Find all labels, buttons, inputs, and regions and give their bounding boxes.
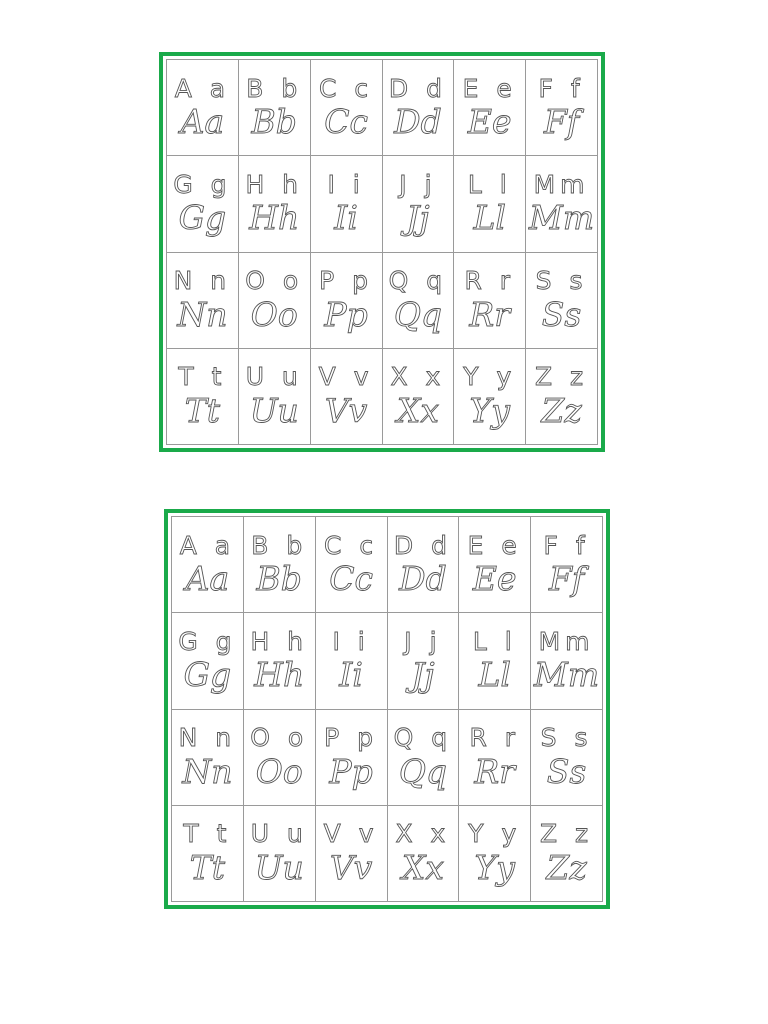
cursive-letters: Ee: [467, 102, 512, 142]
letter-cell: [172, 710, 244, 806]
cursive-letters: Jj: [411, 655, 435, 695]
print-letters: D d: [388, 73, 447, 103]
cursive-letters: Vv: [329, 847, 373, 887]
alphabet-card-bottom: [164, 509, 610, 909]
print-letters: J j: [404, 626, 442, 656]
cursive-letters: Cc: [329, 559, 373, 599]
cursive-letters: Gg: [183, 655, 232, 695]
letter-cell: [244, 613, 316, 709]
letter-cell: [167, 60, 239, 156]
print-letters: P p: [324, 723, 379, 753]
alphabet-grid: [171, 516, 603, 902]
print-letters: Q q: [388, 266, 448, 296]
cursive-letters: Yy: [474, 847, 515, 887]
letter-cell: [316, 517, 388, 613]
print-letters: O o: [250, 723, 309, 753]
print-letters: Z z: [534, 362, 589, 392]
print-letters: Mm: [533, 169, 590, 199]
letter-cell: [454, 349, 526, 445]
letter-cell: [244, 806, 316, 902]
cursive-letters: Tt: [184, 390, 221, 430]
cursive-letters: Ff: [544, 102, 580, 142]
letter-cell: [167, 156, 239, 252]
print-letters: N n: [178, 723, 237, 753]
letter-cell: [311, 253, 383, 349]
letter-cell: [526, 349, 598, 445]
letter-cell: [454, 60, 526, 156]
print-letters: E e: [462, 73, 517, 103]
print-letters: I i: [332, 626, 370, 656]
cursive-letters: Oo: [255, 751, 303, 791]
letter-cell: [531, 613, 603, 709]
cursive-letters: Pp: [324, 294, 368, 334]
letter-cell: [459, 710, 531, 806]
print-letters: H h: [250, 626, 309, 656]
cursive-letters: Ff: [549, 559, 585, 599]
cursive-letters: Ss: [546, 751, 587, 791]
letter-cell: [316, 710, 388, 806]
cursive-letters: Ll: [478, 655, 511, 695]
cursive-letters: Pp: [329, 751, 373, 791]
letter-cell: [459, 806, 531, 902]
letter-cell: [244, 710, 316, 806]
letter-cell: [239, 156, 311, 252]
letter-cell: [459, 613, 531, 709]
print-letters: S s: [535, 266, 588, 296]
print-letters: X x: [390, 362, 446, 392]
cursive-letters: Dd: [399, 559, 447, 599]
letter-cell: [383, 60, 455, 156]
letter-cell: [531, 710, 603, 806]
print-letters: U u: [245, 362, 303, 392]
print-letters: F f: [543, 530, 590, 560]
print-letters: F f: [538, 73, 585, 103]
cursive-letters: Mm: [529, 198, 595, 238]
print-letters: H h: [245, 169, 304, 199]
letter-cell: [311, 349, 383, 445]
cursive-letters: Dd: [394, 102, 442, 142]
cursive-letters: Xx: [401, 847, 444, 887]
alphabet-card-top: [159, 52, 605, 452]
print-letters: Y y: [463, 362, 517, 392]
print-letters: S s: [540, 723, 593, 753]
print-letters: B b: [246, 73, 303, 103]
letter-cell: [172, 806, 244, 902]
cursive-letters: Zz: [546, 847, 587, 887]
print-letters: Y y: [468, 819, 522, 849]
cursive-letters: Zz: [541, 390, 582, 430]
letter-cell: [459, 517, 531, 613]
letter-cell: [454, 253, 526, 349]
alphabet-grid: [166, 59, 598, 445]
print-letters: A a: [174, 73, 231, 103]
cursive-letters: Rr: [474, 751, 516, 791]
cursive-letters: Ss: [541, 294, 582, 334]
cursive-letters: Vv: [324, 390, 368, 430]
cursive-letters: Nn: [182, 751, 233, 791]
letter-cell: [383, 349, 455, 445]
cursive-letters: Bb: [256, 559, 302, 599]
cursive-letters: Rr: [469, 294, 511, 334]
letter-cell: [388, 613, 460, 709]
cursive-letters: Aa: [180, 102, 225, 142]
cursive-letters: Tt: [189, 847, 226, 887]
print-letters: C c: [319, 73, 374, 103]
cursive-letters: Xx: [396, 390, 439, 430]
cursive-letters: Ii: [339, 655, 363, 695]
print-letters: T t: [183, 819, 232, 849]
print-letters: Mm: [538, 626, 595, 656]
print-letters: L l: [472, 626, 517, 656]
letter-cell: [531, 806, 603, 902]
cursive-letters: Uu: [254, 847, 304, 887]
cursive-letters: Ll: [473, 198, 506, 238]
print-letters: A a: [179, 530, 236, 560]
cursive-letters: Qq: [398, 751, 447, 791]
cursive-letters: Hh: [249, 198, 300, 238]
print-letters: B b: [251, 530, 308, 560]
print-letters: Q q: [393, 723, 453, 753]
cursive-letters: Oo: [250, 294, 298, 334]
print-letters: O o: [245, 266, 304, 296]
letter-cell: [316, 613, 388, 709]
cursive-letters: Cc: [324, 102, 368, 142]
print-letters: R r: [464, 266, 516, 296]
cursive-letters: Hh: [254, 655, 305, 695]
letter-cell: [167, 349, 239, 445]
letter-cell: [388, 806, 460, 902]
letter-cell: [526, 253, 598, 349]
letter-cell: [172, 517, 244, 613]
cursive-letters: Bb: [251, 102, 297, 142]
letter-cell: [311, 156, 383, 252]
cursive-letters: Qq: [393, 294, 442, 334]
cursive-letters: Nn: [177, 294, 228, 334]
letter-cell: [311, 60, 383, 156]
print-letters: V v: [318, 362, 374, 392]
letter-cell: [239, 349, 311, 445]
print-letters: P p: [319, 266, 374, 296]
letter-cell: [531, 517, 603, 613]
letter-cell: [383, 253, 455, 349]
letter-cell: [239, 60, 311, 156]
print-letters: U u: [250, 819, 308, 849]
print-letters: Z z: [539, 819, 594, 849]
print-letters: I i: [327, 169, 365, 199]
print-letters: V v: [323, 819, 379, 849]
print-letters: R r: [469, 723, 521, 753]
cursive-letters: Aa: [185, 559, 230, 599]
letter-cell: [388, 710, 460, 806]
letter-cell: [316, 806, 388, 902]
letter-cell: [388, 517, 460, 613]
letter-cell: [172, 613, 244, 709]
print-letters: C c: [324, 530, 379, 560]
print-letters: G g: [173, 169, 232, 199]
letter-cell: [526, 156, 598, 252]
cursive-letters: Jj: [406, 198, 430, 238]
letter-cell: [167, 253, 239, 349]
letter-cell: [244, 517, 316, 613]
print-letters: N n: [173, 266, 232, 296]
print-letters: X x: [395, 819, 451, 849]
print-letters: E e: [467, 530, 522, 560]
cursive-letters: Gg: [178, 198, 227, 238]
letter-cell: [383, 156, 455, 252]
letter-cell: [239, 253, 311, 349]
cursive-letters: Mm: [534, 655, 600, 695]
letter-cell: [454, 156, 526, 252]
print-letters: L l: [467, 169, 512, 199]
print-letters: J j: [399, 169, 437, 199]
cursive-letters: Uu: [249, 390, 299, 430]
cursive-letters: Yy: [469, 390, 510, 430]
cursive-letters: Ee: [472, 559, 517, 599]
letter-cell: [526, 60, 598, 156]
print-letters: G g: [178, 626, 237, 656]
print-letters: D d: [393, 530, 452, 560]
print-letters: T t: [178, 362, 227, 392]
cursive-letters: Ii: [334, 198, 358, 238]
